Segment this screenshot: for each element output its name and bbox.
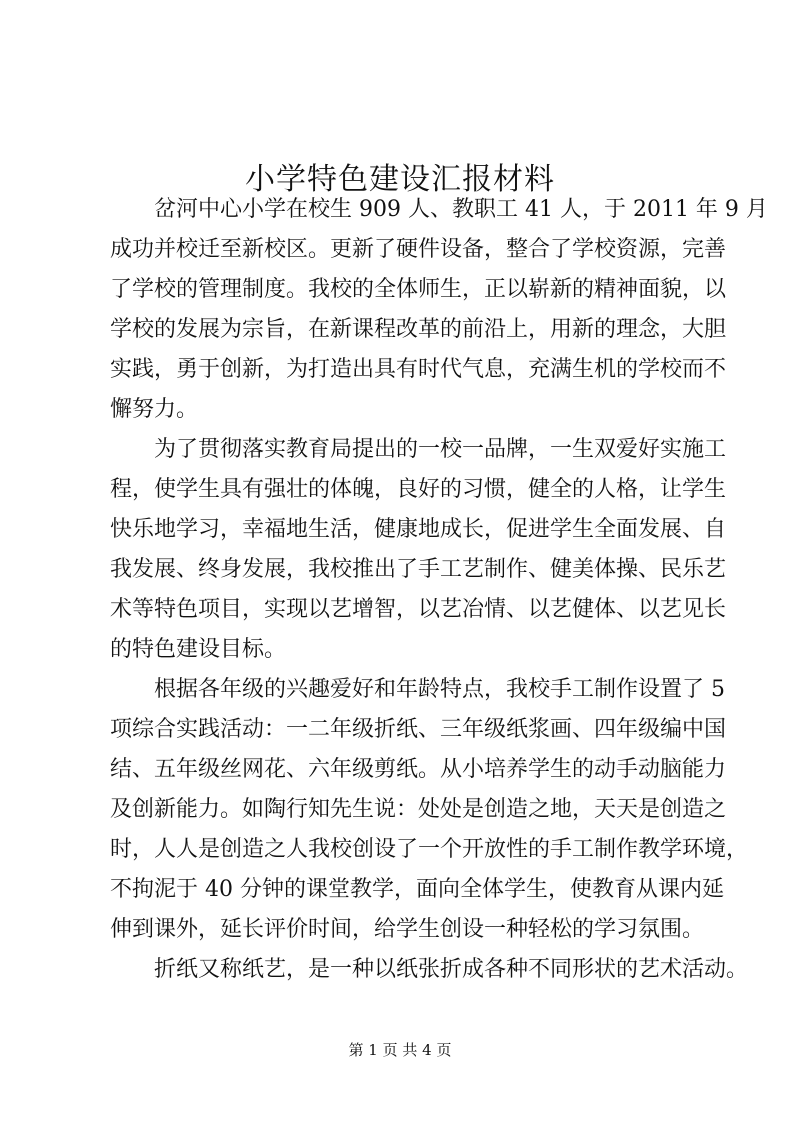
text-line: 学校的发展为宗旨，在新课程改革的前沿上，用新的理念，大胆: [110, 317, 727, 342]
text-line: 懈努力。: [110, 397, 199, 422]
document-title: 小学特色建设汇报材料: [245, 162, 555, 198]
text-line: 根据各年级的兴趣爱好和年龄特点，我校手工制作设置了 5: [154, 677, 725, 702]
text-line: 我发展、终身发展，我校推出了手工艺制作、健美体操、民乐艺: [110, 557, 727, 582]
text-line: 术等特色项目，实现以艺增智，以艺冶情、以艺健体、以艺见长: [110, 597, 727, 622]
text-line: 结、五年级丝网花、六年级剪纸。从小培养学生的动手动脑能力: [110, 757, 727, 782]
text-line: 成功并校迁至新校区。更新了硬件设备，整合了学校资源，完善: [110, 237, 727, 262]
text-line: 岔河中心小学在校生 909 人、教职工 41 人，于 2011 年 9 月: [154, 197, 768, 222]
text-line: 伸到课外，延长评价时间，给学生创设一种轻松的学习氛围。: [110, 917, 705, 942]
page-number-footer: 第 1 页 共 4 页: [348, 1041, 452, 1059]
text-line: 的特色建设目标。: [110, 637, 287, 662]
text-line: 快乐地学习，幸福地生活，健康地成长，促进学生全面发展、自: [110, 517, 727, 542]
text-line: 了学校的管理制度。我校的全体师生，正以崭新的精神面貌，以: [110, 277, 727, 302]
text-line: 时，人人是创造之人我校创设了一个开放性的手工制作教学环境，: [110, 837, 749, 862]
text-line: 项综合实践活动：一二年级折纸、三年级纸浆画、四年级编中国: [110, 717, 727, 742]
text-line: 为了贯彻落实教育局提出的一校一品牌，一生双爱好实施工: [154, 437, 727, 462]
text-line: 实践，勇于创新，为打造出具有时代气息，充满生机的学校而不: [110, 357, 727, 382]
text-line: 程，使学生具有强壮的体魄，良好的习惯，健全的人格，让学生: [110, 477, 727, 502]
text-line: 不拘泥于 40 分钟的课堂教学，面向全体学生，使教育从课内延: [110, 877, 724, 902]
text-line: 及创新能力。如陶行知先生说：处处是创造之地，天天是创造之: [110, 797, 727, 822]
text-line: 折纸又称纸艺，是一种以纸张折成各种不同形状的艺术活动。: [154, 957, 749, 982]
document-body: [110, 190, 768, 990]
